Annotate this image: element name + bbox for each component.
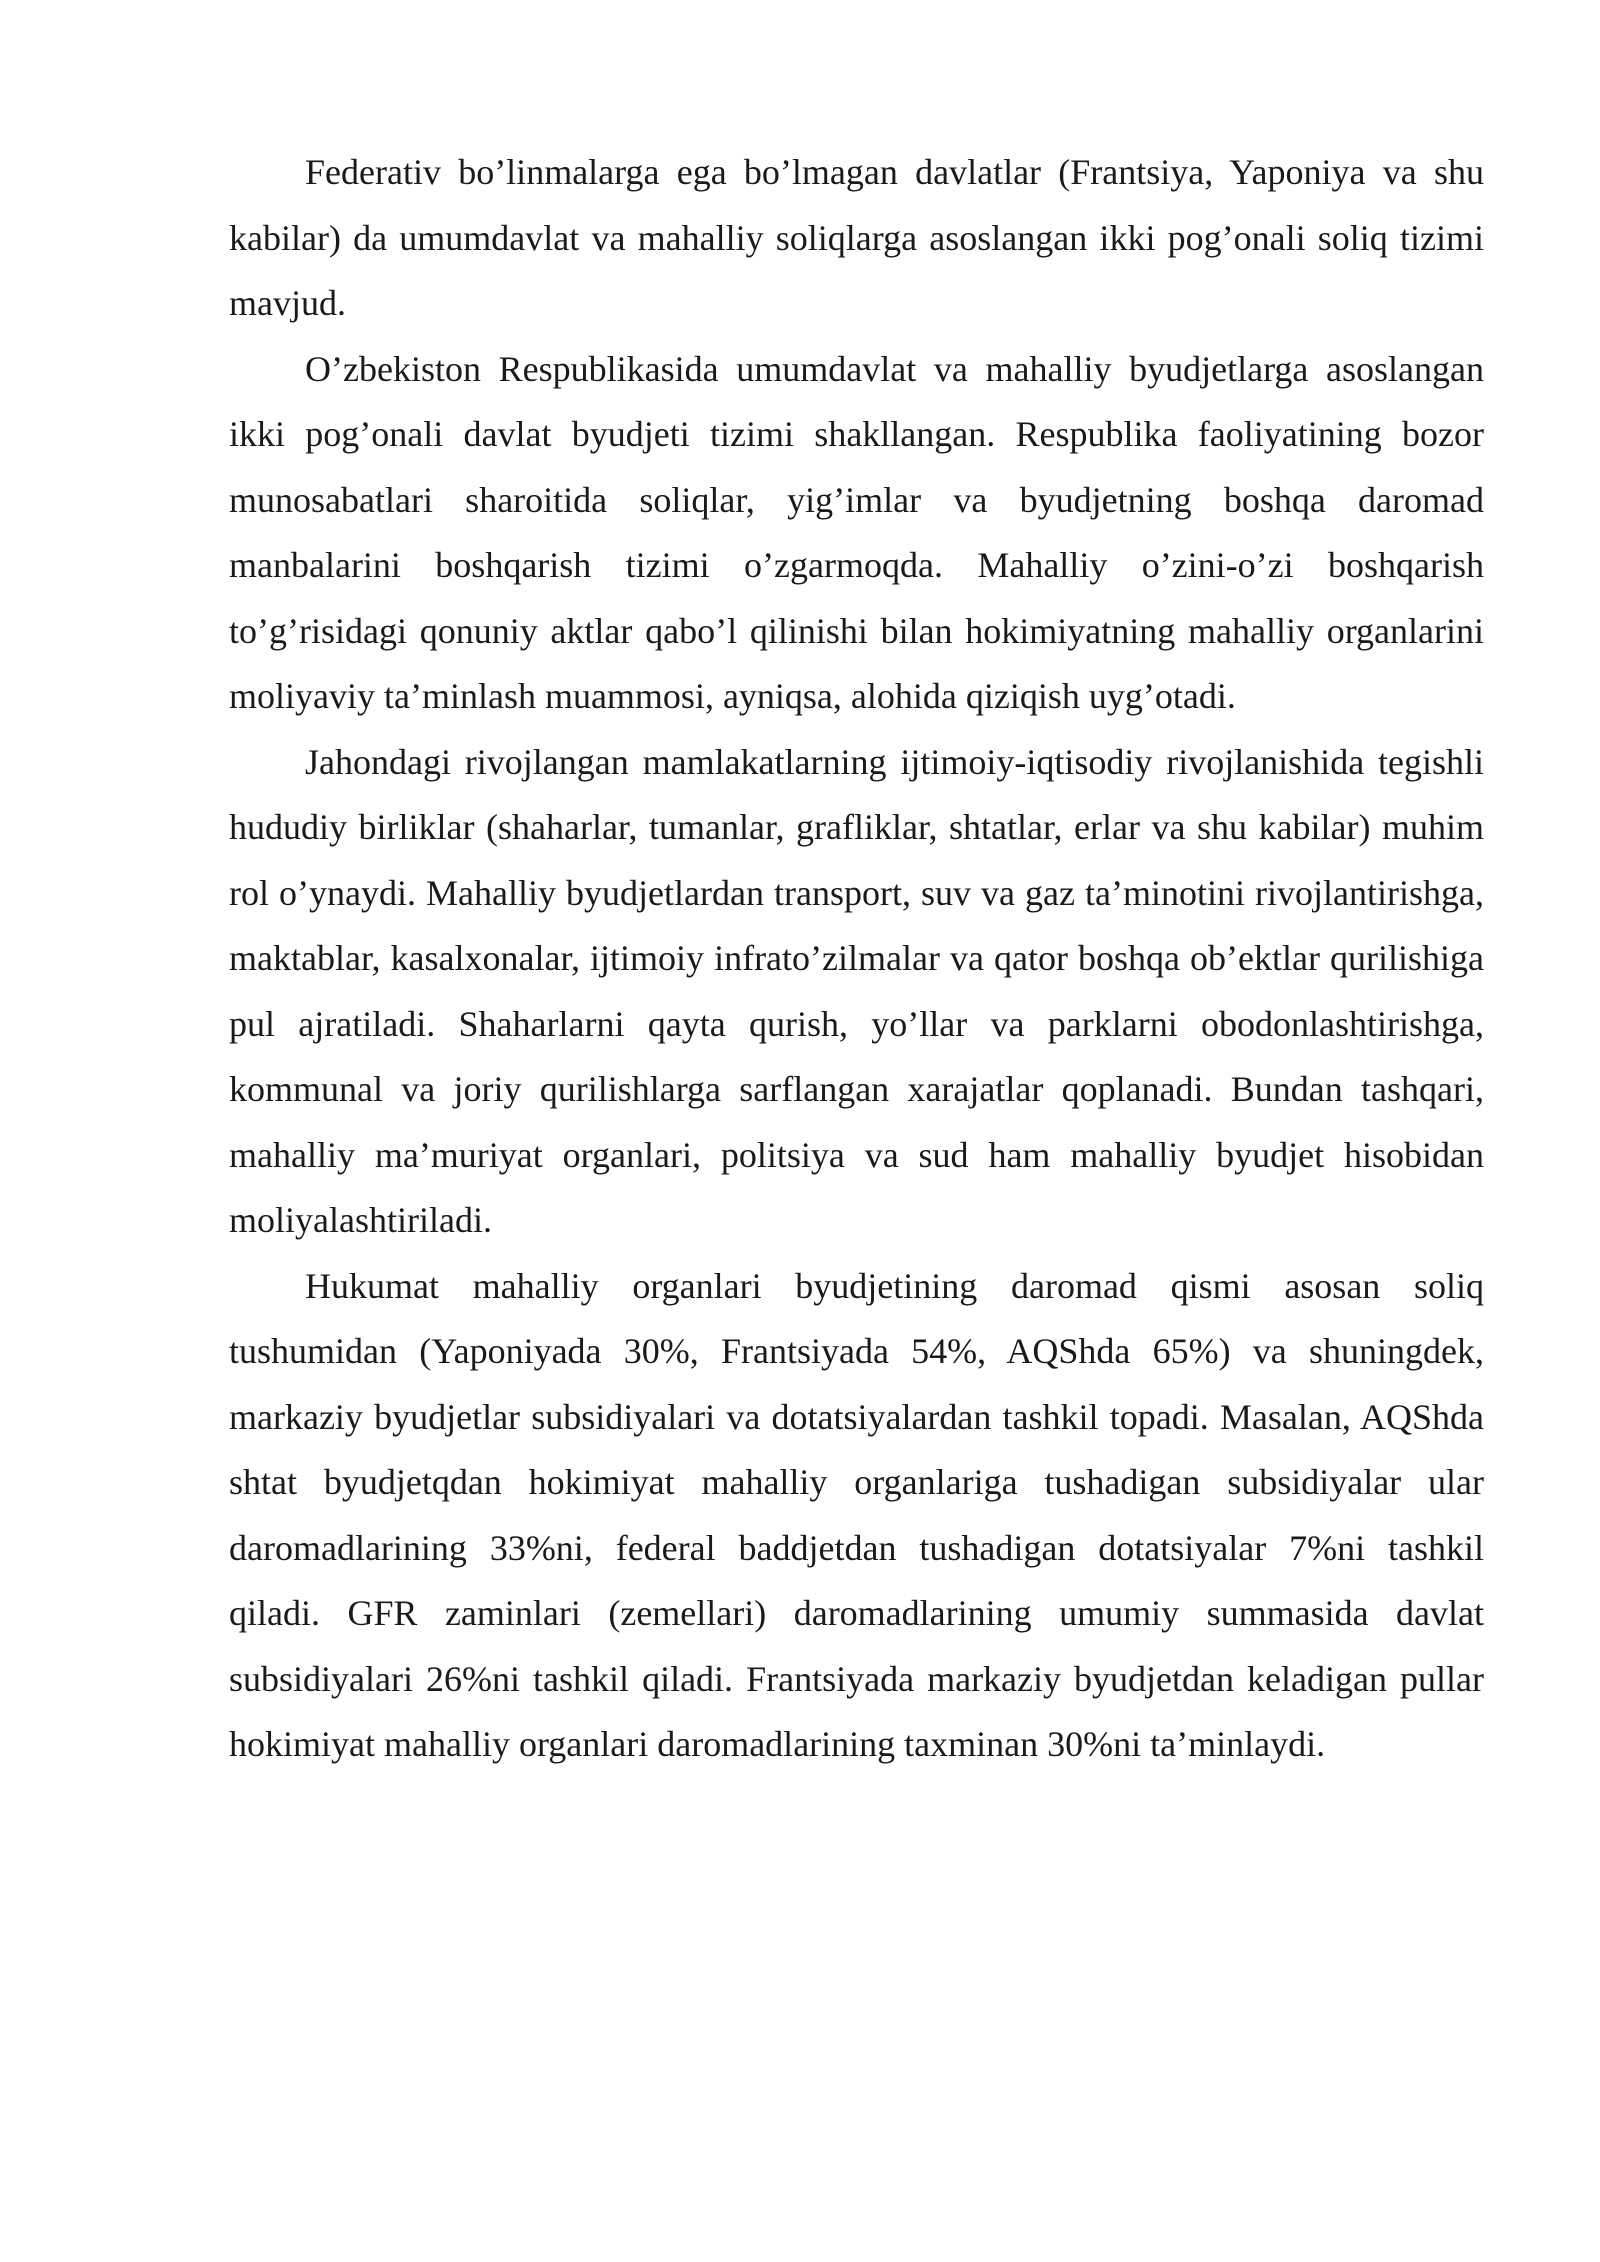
paragraph-1: Federativ bo’linmalarga ega bo’lmagan davlatlar (Frantsiya, Yaponiya va shu kabilar) da umumdavlat va mahalliy soliqlarga asoslangan ikki pog’onali soliq tizimi mavjud. xyxy=(229,152,1484,323)
document-body xyxy=(229,140,1484,1778)
paragraph-4: Hukumat mahalliy organlari byudjetining daromad qismi asosan soliq tushumidan (Yaponiyada 30%, Frantsiyada 54%, AQShda 65%) va shuningdek, markaziy byudjetlar subsidiyalari va dotatsiyalardan tashkil topadi. Masalan, AQShda shtat byudjetqdan hokimiyat mahalliy organlariga tushadigan subsidiyalar ular daromadlarining 33%ni, federal baddjetdan tushadigan dotatsiyalar 7%ni tashkil qiladi. GFR zaminlari (zemellari) daromadlarining umumiy summasida davlat subsidiyalari 26%ni tashkil qiladi. Frantsiyada markaziy byudjetdan keladigan pullar hokimiyat mahalliy organlari daromadlarining taxminan 30%ni ta’minlaydi. xyxy=(229,1265,1484,1764)
paragraph-2: O’zbekiston Respublikasida umumdavlat va mahalliy byudjetlarga asoslangan ikki pog’onali davlat byudjeti tizimi shakllangan. Respublika faoliyatining bozor munosabatlari sharoitida soliqlar, yig’imlar va byudjetning boshqa daromad manbalarini boshqarish tizimi o’zgarmoqda. Mahalliy o’zini-o’zi boshqarish to’g’risidagi qonuniy aktlar qabo’l qilinishi bilan hokimiyatning mahalliy organlarini moliyaviy ta’minlash muammosi, ayniqsa, alohida qiziqish uyg’otadi. xyxy=(229,348,1484,716)
paragraph-3: Jahondagi rivojlangan mamlakatlarning ijtimoiy-iqtisodiy rivojlanishida tegishli hududiy birliklar (shaharlar, tumanlar, grafliklar, shtatlar, erlar va shu kabilar) muhim rol o’ynaydi. Mahalliy byudjetlardan transport, suv va gaz ta’minotini rivojlantirishga, maktablar, kasalxonalar, ijtimoiy infrato’zilmalar va qator boshqa ob’ektlar qurilishiga pul ajratiladi. Shaharlarni qayta qurish, yo’llar va parklarni obodonlashtirishga, kommunal va joriy qurilishlarga sarflangan xarajatlar qoplanadi. Bundan tashqari, mahalliy ma’muriyat organlari, politsiya va sud ham mahalliy byudjet hisobidan moliyalashtiriladi. xyxy=(229,741,1484,1240)
